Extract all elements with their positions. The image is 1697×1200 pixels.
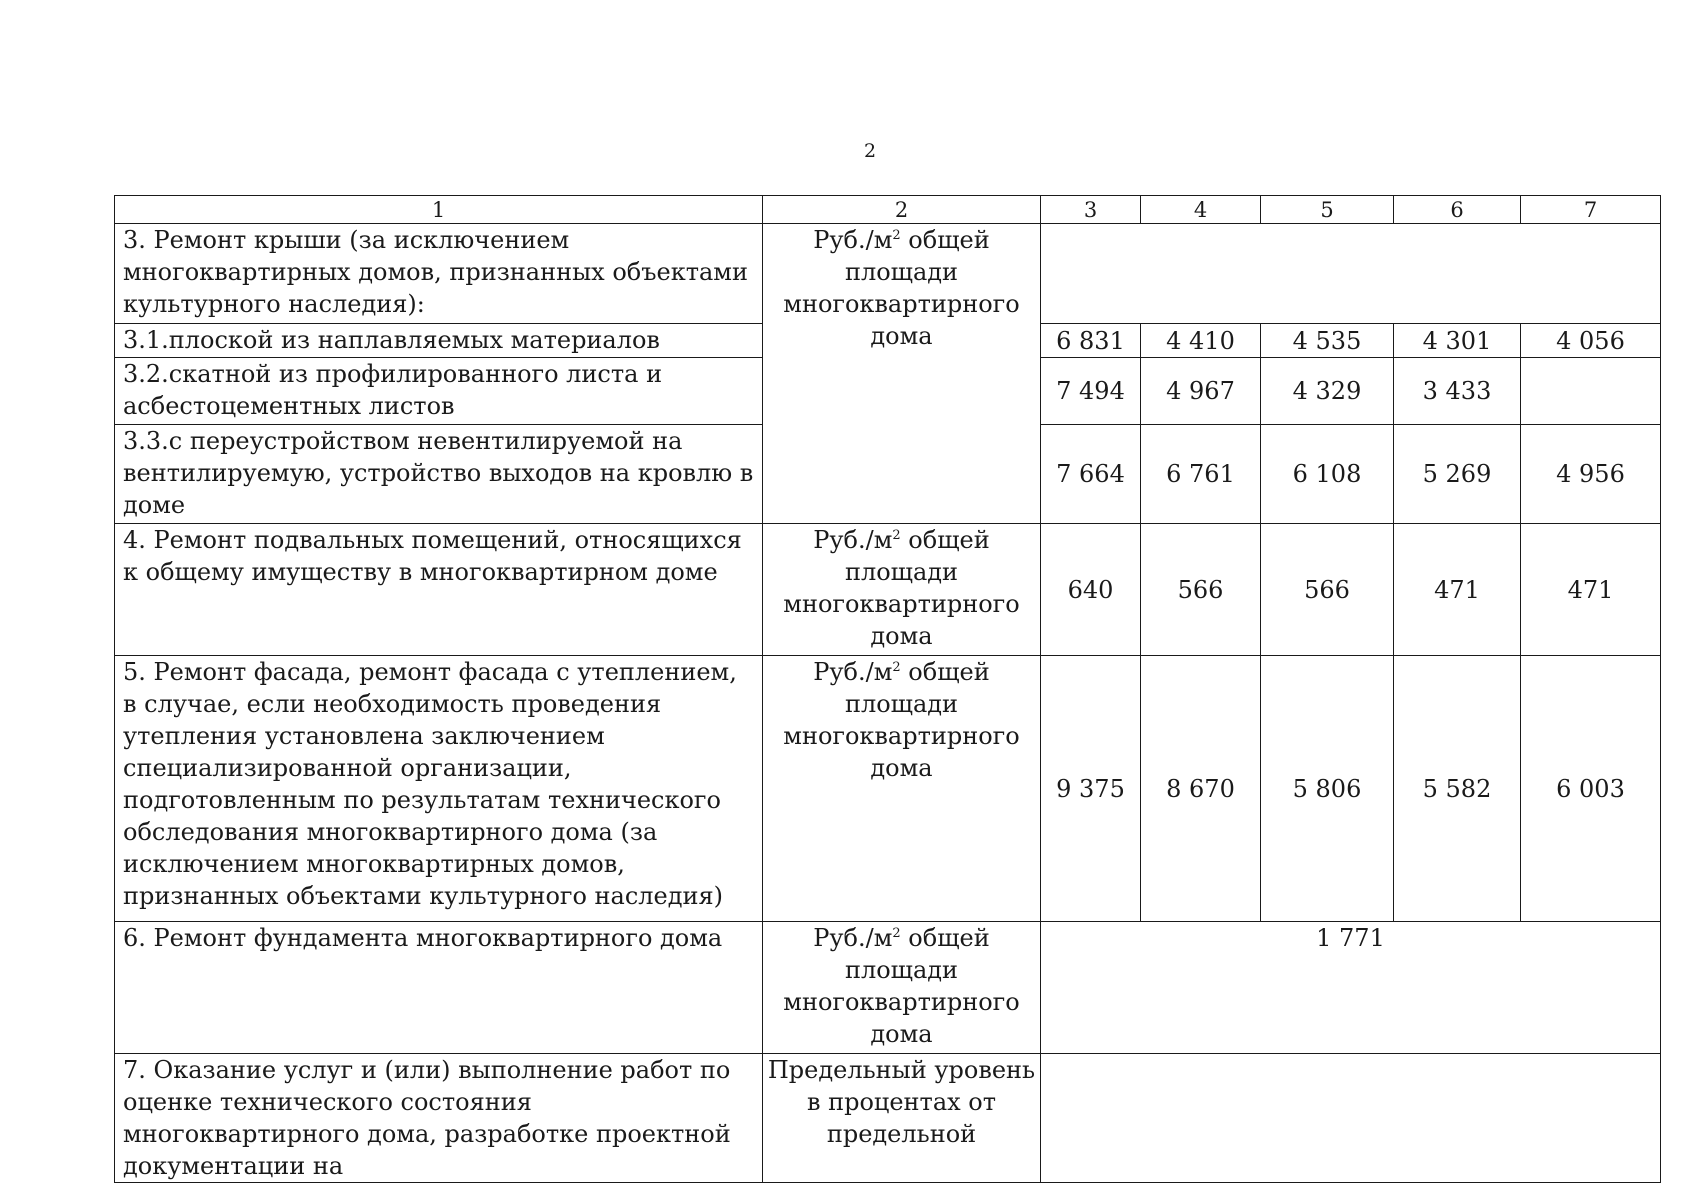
row-3-1-value-5: 4 535: [1261, 324, 1394, 358]
table-row-3: [115, 224, 1661, 324]
row-3-1-name: 3.1.плоской из наплавляемых материалов: [115, 324, 763, 358]
row-4-value-6: 471: [1394, 524, 1521, 656]
row-5-unit: [763, 656, 1041, 922]
table-row-5: [115, 656, 1661, 922]
row-3-2-value-3: 7 494: [1041, 358, 1141, 425]
row-5-value-6: 5 582: [1394, 656, 1521, 922]
row-6-unit: [763, 922, 1041, 1054]
row-5-value-4: 8 670: [1141, 656, 1261, 922]
unit-suffix: общей площади многоквартирного дома: [783, 924, 1020, 1048]
unit-prefix: Руб./м: [813, 924, 893, 952]
header-cell-3: 3: [1041, 196, 1141, 224]
row-6-value: 1 771: [1041, 922, 1661, 1054]
row-3-3-name: 3.3.с переустройством невентилируемой на вентилируемую, устройство выходов на кровлю в доме: [115, 425, 763, 524]
row-7-unit: Предельный уровень в процентах от предельной: [763, 1054, 1041, 1183]
row-3-3-value-7: 4 956: [1521, 425, 1661, 524]
row-3-2-value-5: 4 329: [1261, 358, 1394, 425]
row-6-name: 6. Ремонт фундамента многоквартирного дома: [115, 922, 763, 1054]
table-row-7: [115, 1054, 1661, 1183]
header-row: [115, 196, 1661, 224]
row-3-name: 3. Ремонт крыши (за исключением многоквартирных домов, признанных объектами культурного наследия):: [115, 224, 763, 324]
row-3-2-value-7: [1521, 358, 1661, 425]
header-cell-4: 4: [1141, 196, 1261, 224]
row-5-value-7: 6 003: [1521, 656, 1661, 922]
header-cell-6: 6: [1394, 196, 1521, 224]
unit-superscript: 2: [892, 660, 901, 675]
unit-prefix: Руб./м: [813, 526, 893, 554]
header-cell-2: 2: [763, 196, 1041, 224]
row-3-1-value-6: 4 301: [1394, 324, 1521, 358]
rates-table: [114, 195, 1661, 1183]
row-3-3-value-4: 6 761: [1141, 425, 1261, 524]
row-3-3-value-5: 6 108: [1261, 425, 1394, 524]
row-3-1-value-4: 4 410: [1141, 324, 1261, 358]
row-3-empty-values: [1041, 224, 1661, 324]
unit-prefix: Руб./м: [813, 226, 893, 254]
row-3-3-value-6: 5 269: [1394, 425, 1521, 524]
table-row-4: [115, 524, 1661, 656]
header-cell-5: 5: [1261, 196, 1394, 224]
row-3-1-value-3: 6 831: [1041, 324, 1141, 358]
unit-prefix: Руб./м: [813, 658, 893, 686]
row-4-name: 4. Ремонт подвальных помещений, относящихся к общему имуществу в многоквартирном доме: [115, 524, 763, 656]
row-3-1-value-7: 4 056: [1521, 324, 1661, 358]
row-4-value-4: 566: [1141, 524, 1261, 656]
row-3-3-value-3: 7 664: [1041, 425, 1141, 524]
unit-suffix: общей площади многоквартирного дома: [783, 226, 1020, 350]
row-5-value-5: 5 806: [1261, 656, 1394, 922]
row-4-value-7: 471: [1521, 524, 1661, 656]
row-3-2-name: 3.2.скатной из профилированного листа и асбестоцементных листов: [115, 358, 763, 425]
page-number: 2: [863, 140, 877, 162]
header-cell-7: 7: [1521, 196, 1661, 224]
unit-superscript: 2: [892, 228, 901, 243]
row-5-value-3: 9 375: [1041, 656, 1141, 922]
unit-superscript: 2: [892, 528, 901, 543]
table-row-6: [115, 922, 1661, 1054]
row-4-value-5: 566: [1261, 524, 1394, 656]
row-3-2-value-6: 3 433: [1394, 358, 1521, 425]
row-4-unit: [763, 524, 1041, 656]
unit-suffix: общей площади многоквартирного дома: [783, 526, 1020, 650]
unit-suffix: общей площади многоквартирного дома: [783, 658, 1020, 782]
row-5-name: 5. Ремонт фасада, ремонт фасада с утеплением, в случае, если необходимость проведения утепления установлена заключением специализированной организации, подготовленным по результатам технического обследования многоквартирного дома (за исключением многоквартирных домов, признанных объектами культурного наследия): [115, 656, 763, 922]
header-cell-1: 1: [115, 196, 763, 224]
row-7-empty-values: [1041, 1054, 1661, 1183]
row-3-2-value-4: 4 967: [1141, 358, 1261, 425]
row-7-name: 7. Оказание услуг и (или) выполнение работ по оценке технического состояния многоквартирного дома, разработке проектной документации на: [115, 1054, 763, 1183]
row-4-value-3: 640: [1041, 524, 1141, 656]
row-3-unit: [763, 224, 1041, 524]
unit-superscript: 2: [892, 926, 901, 941]
